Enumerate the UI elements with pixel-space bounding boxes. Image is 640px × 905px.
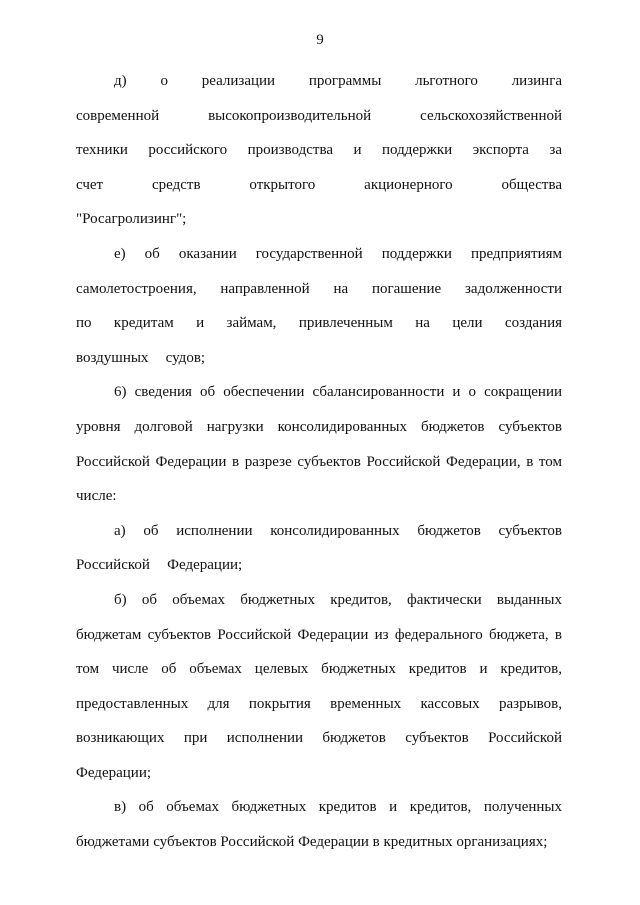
- paragraph-e-aircraft-support: е) об оказании государственной поддержки предприятиям самолетостроения, направленной на погашение задолженности по кредитам и займам, привлеченным на цели создания воздушных судов;: [76, 245, 562, 366]
- page-number: 9: [316, 32, 324, 48]
- document-body: [76, 64, 562, 860]
- paragraph-d-leasing: д) о реализации программы льготного лизинга современной высокопроизводительной сельскохозяйственной техники российского производства и поддержки экспорта за счет средств открытого акционерного общества "Росагролизинг";: [76, 73, 562, 228]
- paragraph-b-budget-credits: б) об объемах бюджетных кредитов, фактически выданных бюджетам субъектов Российской Федерации из федерального бюджета, в том числе об объемах целевых бюджетных кредитов и кредитов, предоставленных для покрытия временных кассовых разрывов, возникающих при исполнении бюджетов субъектов Российской Федерации;: [76, 591, 562, 781]
- paragraph-6-regional-budgets: 6) сведения об обеспечении сбалансированности и о сокращении уровня долговой нагрузки консолидированных бюджетов субъектов Российской Федерации в разрезе субъектов Российской Федерации, в том числе:: [76, 384, 562, 505]
- paragraph-v-credit-organizations: в) об объемах бюджетных кредитов и кредитов, полученных бюджетами субъектов Российской Федерации в кредитных организациях;: [76, 799, 562, 851]
- paragraph-a-budget-execution: а) об исполнении консолидированных бюджетов субъектов Российской Федерации;: [76, 522, 562, 574]
